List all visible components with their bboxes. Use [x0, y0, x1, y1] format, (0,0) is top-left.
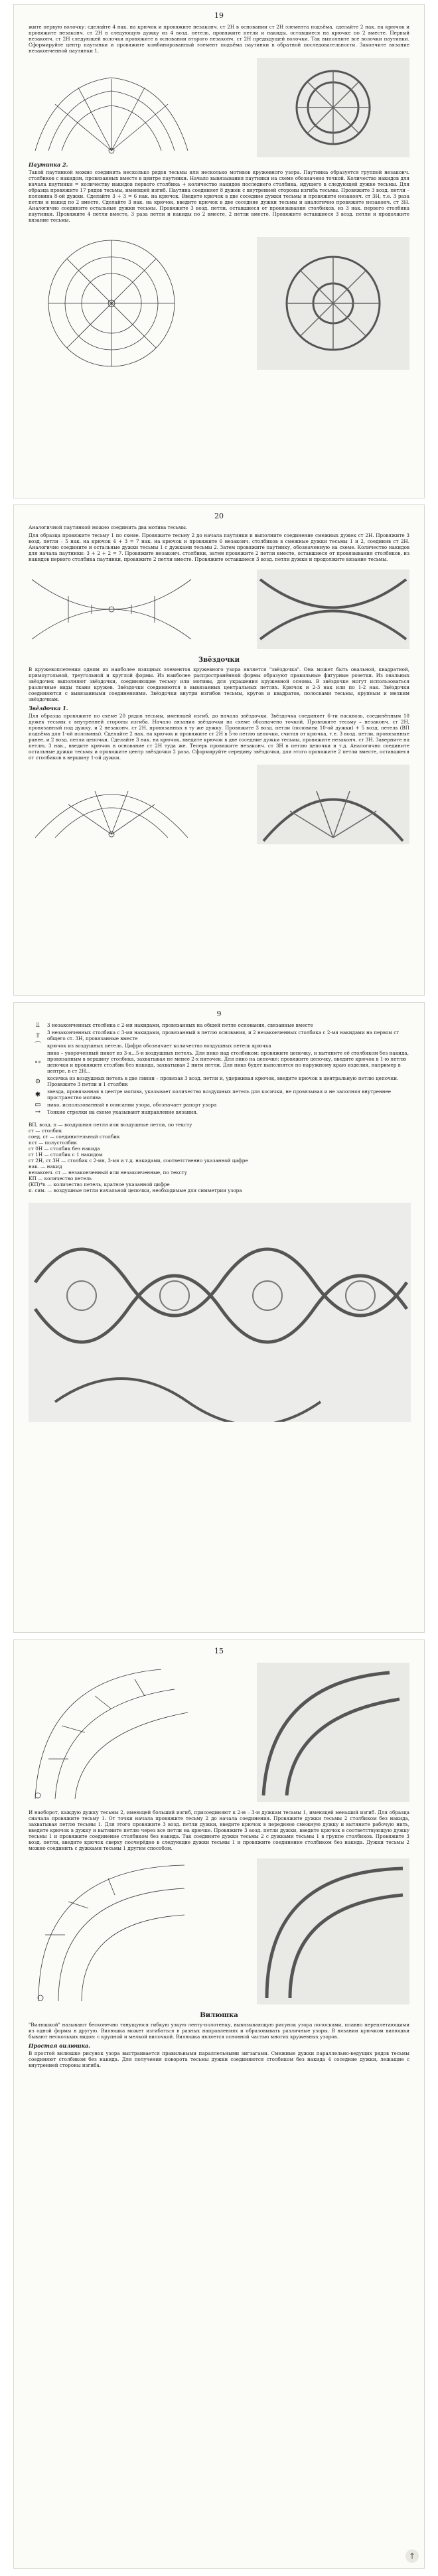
legend-row — [29, 1022, 409, 1028]
figure-row-connect — [29, 1659, 409, 1805]
legend-row — [29, 1043, 409, 1049]
abbreviation: ст — столбик — [29, 1128, 62, 1134]
page-19 — [13, 4, 425, 498]
crochet-diagram-web-2 — [29, 227, 194, 380]
legend-text: Тонкие стрелки на схеме указывают направление вязания. — [47, 1109, 198, 1115]
legend-row — [29, 1102, 409, 1108]
subsection-heading: Звёздочка 1. — [29, 705, 68, 712]
paragraph-stars: В кружевоплетении одним из наиболее изящных элементов кружевного узора является "звёздочка". Она может быть овальной, квадратной, прямоугольной, треугольной и круглой формы. Из наиболее распространённой формы образуют правильные фигурные розетки. Из овальных звёздочек выполняют звёздочки, соединяющие тесьму или мотивы, для украшения кружевной основы. В звёздочке могут использоваться различные виды ткани кружев. Звёздочки соединяются в вывязанных центральных петлях. Крючок и 2-3 нак или по 1-2 нак. Звёздочки соединяются с вывязанными соединениями. Звёздочки внутри изгибов тесьмы, кругов и квадратов, полосками тесьмы, крупным и мелким звёздочкам. — [29, 666, 411, 702]
stitch-symbol-icon: ∘∘ — [35, 1058, 41, 1066]
page-number: 15 — [214, 1647, 224, 1655]
paragraph-simple: В простой вилюшке рисунок узора выстраивается правильными параллельными зигзагами. Смежные дужки параллельно-ведущих рядов тесьмы соединяют столбиком без накида. Для получения поворота тесьмы дужки соединяются столбиком без накида 4 соседние дужки, лежащие с внутренней стороны изгиба. — [29, 2050, 411, 2068]
paragraph-star-1: Для образца провяжите по схеме 20 рядов тесьмы, имеющей изгиб, до начала звёздочки. Звёздочка соединяет 6-ти насквозь, соединённым 10 дужек тесьмы с внутренней стороны изгиба. Начало вязания звёздочки на схеме обозначено точкой. Провяжите тесьму – незаконч. ст 2Н, провязанный под дужку, и 2 незаконч. ст 2Н, провязанных в ту же дужку. Провяжите 3 возд. петли (половина 10-ой дужки) + 5 возд. петель (ВП подъёма для 1-ой половины). Сделайте 2 нак. на крючок и провяжите ст 2Н в 5-ю петлю цепочки, считая от крючка, т.е. 3 возд. петли, провязанные ранее, и 2 возд. петли цепочки. Сделайте 3 нак. на крючок, введите крючок в две соседние дужки тесьмы, провяжите незаконч. ст 3Н. Заверните на петлю, 3 нак., введите крючок в основание ст 2Н туда же. Теперь провяжите незаконч. ст 3Н в петлю цепочки и т.д. Аналогично соедините остальные дужки тесьмы и провяжите центр звёздочки 2 раза. Сформируйте середину звёздочки, для этого провяжите 2 петли вместе, оставшиеся от столбиков в вершину 1-ой дужки. — [29, 713, 411, 761]
abbreviation: КП — количество петель — [29, 1175, 92, 1181]
page-20 — [13, 504, 425, 996]
legend-text: косичка из воздушных петель в две линии – провязав 3 возд. петли и, удерживая крючок, введите крючок в центральную петлю цепочки. Провяжите 3 петли и 1 столбик — [47, 1075, 399, 1087]
stitch-symbol-icon: ✱ — [35, 1091, 41, 1099]
section-title-stars: Звёздочки — [198, 656, 240, 664]
lace-photo-web-1 — [257, 58, 409, 157]
figure-row-connect-2 — [29, 1855, 409, 2008]
abbreviation: соед. ст — соединительный столбик — [29, 1134, 120, 1140]
abbreviation: ст 0Н — столбик без накида — [29, 1146, 100, 1152]
lace-photo-braid — [29, 1203, 411, 1422]
abbreviation: ВП, возд. п — воздушная петля или воздушные петли, по тексту — [29, 1122, 192, 1128]
abbreviation: незаконч. ст — незаконченный или незаконченные, по тексту — [29, 1170, 187, 1175]
lace-photo-connect-2 — [257, 1858, 409, 2005]
legend-row — [29, 1050, 409, 1074]
page-number: 19 — [214, 11, 224, 20]
legend-text: крючок из воздушных петель. Цифра обозначает количество воздушных петель крючка — [47, 1043, 271, 1049]
lace-photo-web-2 — [257, 237, 409, 370]
page-15 — [13, 1639, 425, 2569]
page-number: 20 — [214, 512, 224, 520]
page-legend — [13, 1002, 425, 1633]
legend-text: 3 незаконченных столбика с 3-мя накидами, провязанный в петлю основания, и 2 незаконченных столбика с 2-мя накидами на первом ст общего ст. 3H, провязанные вместе — [47, 1029, 400, 1041]
figure-row-star — [29, 765, 409, 844]
section-heading: Паутинка 2. — [29, 161, 68, 168]
abbreviation: ст 2Н, ст 3Н — столбик с 2-мя, 3-мя и т.д. накидами, соответственно указанной цифре — [29, 1158, 248, 1164]
paragraph-intro: Аналогичной паутинкой можно соединить два мотива тесьмы. — [29, 524, 188, 530]
stitch-symbol-icon: ⌒ — [35, 1042, 41, 1049]
legend-row — [29, 1109, 409, 1115]
legend-row — [29, 1075, 409, 1087]
legend-text: 3 незаконченных столбика с 2-мя накидами, провязанных на общей петле основания, связанные вместе — [47, 1022, 313, 1028]
figure-row-web-1 — [29, 58, 409, 157]
figure-row-web-2 — [29, 227, 409, 380]
crochet-diagram-star — [29, 765, 194, 844]
legend-row — [29, 1029, 409, 1041]
abbreviation: пст — полустолбик — [29, 1140, 77, 1146]
paragraph-body: Такой паутинкой можно соединить несколько рядов тесьмы или несколько мотивов кружевного узора. Паутинка образуется группой незаконч. столбиков с накидом, провязанных вместе в центре паутинки. Начало вывязывания паутинки на схеме обозначено точкой. Количество накидов для начала паутинки = количеству накидов первого столбика + количество накидов последнего столбика, идущего в следующей дужке тесьмы. Для образца провяжите 17 рядов тесьмы, имеющей изгиб. Паутина соединяет 8 дужек с внутренней стороны изгиба тесьмы. Провяжите 3 возд. петли – половина 8-ой дужки. Сделайте 3 + 3 = 6 нак. на крючок. Введите крючок в две соседние дужки тесьмы и провяжите незаконч. ст 3Н, т.е. 3 раза петли и накид по 2 вместе. Сделайте 3 нак. на крючок, введите крючок в две соседние дужки тесьмы и аналогично провяжите незаконч. ст 3Н. Аналогично соедините остальные дужки тесьмы. Провяжите 3 возд. петли, оставшиеся от провязывания столбиков, из 3 нак. первого столбика паутинки. Провяжите 4 петли вместе, 3 раза петли и накиды по 2 вместе, 2 петли вместе. Провяжите оставшиеся 3 возд. петли и продолжите вязание тесьмы. — [29, 169, 411, 223]
lace-photo-connect — [257, 1663, 409, 1802]
symbol-legend — [29, 1022, 409, 1115]
section-title-vilyushka: Вилюшка — [200, 2012, 238, 2019]
figure-row-join — [29, 566, 409, 652]
abbreviation-list — [29, 1122, 409, 1193]
paragraph-body: И наоборот, каждую дужку тесьмы 2, имеющей больший изгиб, присоединяют к 2-м – 3-м дужкам тесьмы 1, имеющей меньший изгиб. Для образца сначала провяжите тесьму 1. От точки начала провяжите тесьму 2 до начала соединения. Провяжите дужки тесьмы 2 столбиком без накида, захватывая петлю тесьмы 1. Для этого провяжите 3 возд. петли дужки, введите крючок в переднюю смежную дужку и вытяните рабочую нить, введите крючок в дужку и вытяните петлю через все петли на крючке. Провяжите 3 возд. петли дужки, введите крючок в соответствующую дужку тесьмы 1 и провяжите соединение столбиком без накида. Так соедините дужки тесьмы 2 с дужками тесьмы 1 в группе столбиков. Провяжите 3 возд. петли, введите крючок сверху поочерёдно в следующие дужки тесьмы 1 и провяжите соединение столбиком без накида. Дужки тесьмы 2 можно соединить с дужками тесьмы 1 другим способом. — [29, 1809, 411, 1851]
abbreviation: п. сим. — воздушные петли начальной цепочки, необходимые для симметрии узора — [29, 1187, 242, 1193]
abbreviation: нак. — накид — [29, 1164, 62, 1170]
back-to-top-button[interactable]: ↑ — [405, 2549, 419, 2563]
legend-text: пико, использованный в описании узора, обозначает рапорт узора — [47, 1102, 217, 1108]
subsection-heading: Простая вилюшка. — [29, 2042, 90, 2049]
lace-photo-star — [257, 765, 409, 844]
legend-row — [29, 1089, 409, 1100]
paragraph-intro: жите первую волочку: сделайте 4 нак. на крючок и провяжите незаконч. ст 2Н в основании ст 2Н элемента подъёма, сделайте 2 нак. на крючок и провяжите незаконч. ст 2Н в следующую дужку из 4 возд. петель, провяжите петли и накиды, оставшиеся на крючке по 2 вместе. Первый незаконч. ст 2Н следующей волочки провяжите в основании второго незаконч. ст 2Н предыдущей волочки. Так выполните все волочки паутинки. Сформируйте центр паутинки и провяжите комбинированный элемент подъёма паутинки в обратной последовательности. Закончите вязание незаконченной паутинки 1. — [29, 24, 411, 54]
legend-text: звезда, провязанная в центре мотива, указывает количество воздушных петель для косички, не провязывая и не заполняя внутреннее пространство мотива — [47, 1089, 392, 1100]
crochet-diagram-connect — [29, 1659, 194, 1805]
stitch-symbol-icon: ⫪ — [36, 1031, 40, 1039]
page-number: 9 — [216, 1010, 222, 1018]
crochet-diagram-join — [29, 566, 194, 652]
paragraph-body: Для образца провяжите тесьму 1 по схеме. Провяжите тесьму 2 до начала паутинки и выполните соединение смежных дужек ст 2Н. Провяжите 3 возд. петли – 5 нак. на крючок 4 + 3 = 7 нак. на крючок и провяжите 6 незаконч. столбиков в смежные дужки тесьмы 1 и 2, соединив ст 2Н. Аналогично соедините и остальные дужки тесьмы 1 с дужками тесьмы 2. Затем провяжите паутинку, обозначенную на схеме. Количество накидов для начала паутинки: 3 + 2 + 2 = 7. Провяжите незаконч. столбики, затем провяжите 2 петли вместе, оставшиеся от провязывания столбиков, из накидов первого столбика паутинки, провяжите 2 петли вместе. Провяжите оставшиеся 3 возд. петли дужки и продолжите вязание тесьмы. — [29, 532, 411, 562]
lace-photo-join — [257, 569, 409, 649]
arrow-icon: → — [35, 1108, 41, 1116]
abbreviation: ст 1Н — столбик с 1 накидом — [29, 1152, 103, 1158]
stitch-symbol-icon: ⫫ — [36, 1022, 40, 1029]
crochet-diagram-web-1 — [29, 58, 194, 157]
stitch-symbol-icon: ▭ — [35, 1101, 41, 1108]
abbreviation: (КП)*n — количество петель, кратное указанной цифре — [29, 1181, 170, 1187]
legend-text: пико – укороченный пикот из 3-к...5-и воздушных петель. Для пико над столбиком: провяжите цепочку, и вытяните её столбиком без накида, провязанным в вершину столбика, захватывая не менее 2-х ниточек. Для пико на цепочке: провяжите цепочку, введите крючок в 1-ю петлю цепочки и провяжите столбик без накида, захватывая 2 нити петли. Для пико будет выполнятся по наружному краю изделия, например в центре, в ст 2Н... — [47, 1050, 409, 1074]
stitch-symbol-icon: ⊙ — [35, 1077, 41, 1085]
crochet-diagram-connect-2 — [29, 1855, 194, 2008]
paragraph-vilyushka: "Вилюшкой" называют бесконечно тянущуюся гибкую узкую ленту-полотенку, вывязывающую рисунок узора полосками, плавно переплетающими из одной формы в другую. Вилюшка может изгибаться в разных направлениях и образовывать различные узоры. В вязании крючком вилюшки бывают нескольких видов: с крупной и мелкой вилочкой. Вилюшка является основной частью многих кружевных узоров. — [29, 2022, 411, 2040]
